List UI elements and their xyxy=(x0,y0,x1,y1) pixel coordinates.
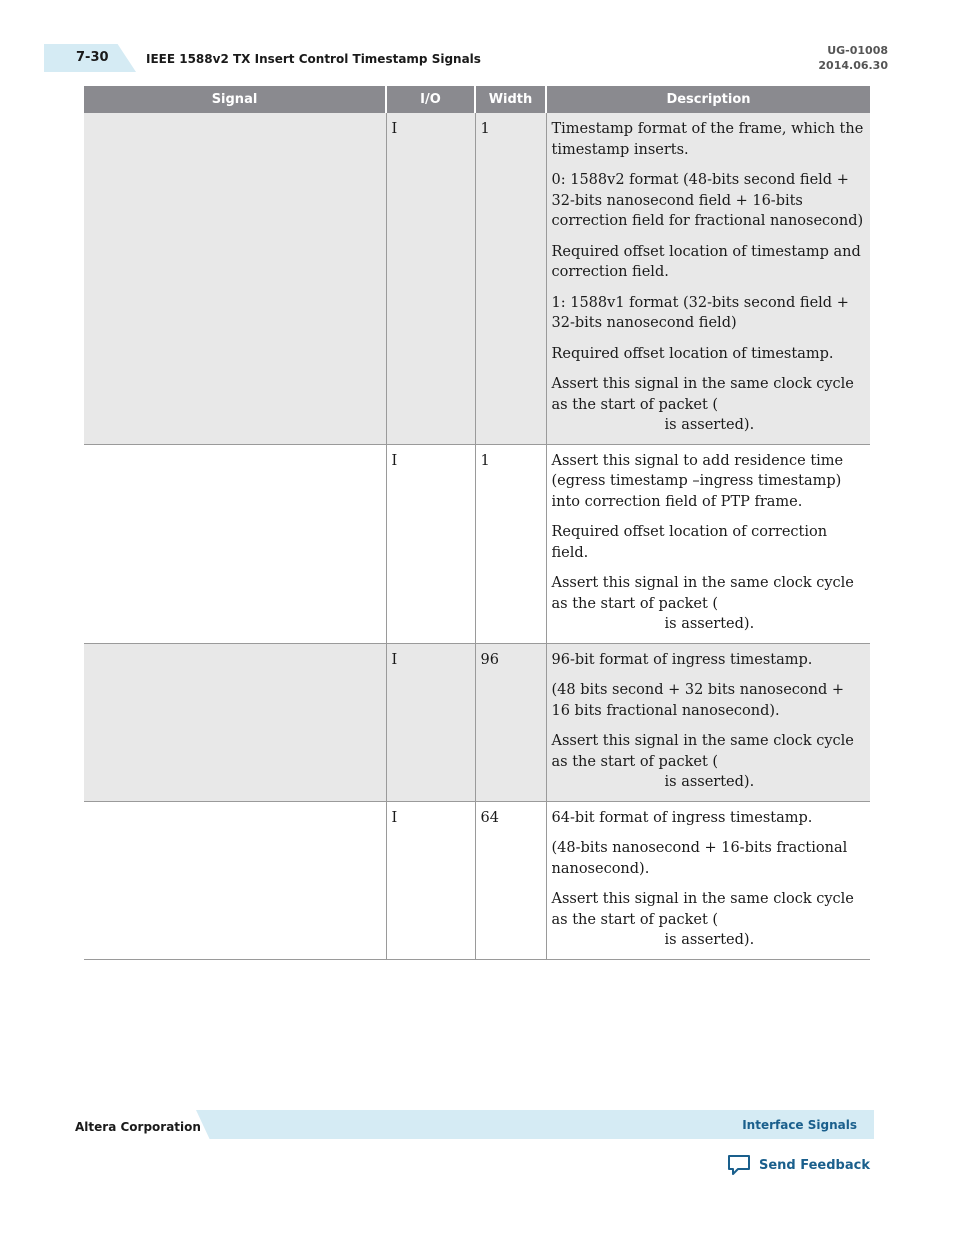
width-cell: 96 xyxy=(475,643,546,801)
speech-bubble-icon xyxy=(727,1154,751,1176)
col-header-width: Width xyxy=(475,86,546,113)
description-paragraph: Required offset location of timestamp. xyxy=(551,345,834,362)
signal-cell xyxy=(84,801,386,959)
table-row xyxy=(84,643,870,801)
width-cell: 64 xyxy=(475,801,546,959)
width-cell: 1 xyxy=(475,113,546,444)
description-paragraph xyxy=(552,731,866,793)
signals-table xyxy=(84,86,870,960)
io-cell: I xyxy=(386,444,475,643)
description-paragraph: 1: 1588v1 format (32-bits second field + 32-bits nanosecond field) xyxy=(551,294,849,331)
company-name: Altera Corporation xyxy=(75,1120,201,1134)
table-row xyxy=(84,801,870,959)
description-paragraph xyxy=(552,374,866,436)
description-paragraph: (48-bits nanosecond + 16-bits fractional nanosecond). xyxy=(551,840,848,877)
description-cell xyxy=(546,113,870,444)
doc-date: 2014.06.30 xyxy=(818,59,888,72)
signal-cell xyxy=(84,444,386,643)
description-cell xyxy=(546,444,870,643)
signal-cell xyxy=(84,643,386,801)
description-paragraph: 64-bit format of ingress timestamp. xyxy=(551,809,813,826)
assert-text: Assert this signal in the same clock cycle as the start of packet ( xyxy=(551,376,854,413)
asserted-text: is asserted). xyxy=(664,417,755,433)
asserted-text: is asserted). xyxy=(664,616,755,632)
description-paragraph: Timestamp format of the frame, which the timestamp inserts. xyxy=(551,121,864,158)
width-cell: 1 xyxy=(475,444,546,643)
io-cell: I xyxy=(386,801,475,959)
col-header-description: Description xyxy=(546,86,870,113)
col-header-io: I/O xyxy=(386,86,475,113)
chapter-link[interactable]: Interface Signals xyxy=(742,1118,857,1132)
section-title: IEEE 1588v2 TX Insert Control Timestamp Signals xyxy=(146,52,481,66)
table-header-row xyxy=(84,86,870,113)
table-row xyxy=(84,113,870,444)
description-paragraph: Required offset location of timestamp and correction field. xyxy=(551,243,861,280)
description-paragraph: Required offset location of correction field. xyxy=(551,524,828,561)
description-cell xyxy=(546,643,870,801)
doc-id-block xyxy=(818,43,888,73)
doc-id: UG-01008 xyxy=(827,44,888,57)
io-cell: I xyxy=(386,113,475,444)
description-paragraph xyxy=(552,573,866,635)
assert-text: Assert this signal in the same clock cycle as the start of packet ( xyxy=(551,891,854,928)
assert-text: Assert this signal in the same clock cycle as the start of packet ( xyxy=(551,733,854,770)
description-paragraph: 96-bit format of ingress timestamp. xyxy=(551,651,813,668)
page-number: 7-30 xyxy=(76,50,109,65)
table-row xyxy=(84,444,870,643)
description-paragraph: 0: 1588v2 format (48-bits second field + 32-bits nanosecond field + 16-bits correction field for fractional nanosecond) xyxy=(551,172,864,229)
description-paragraph xyxy=(552,889,866,951)
asserted-text: is asserted). xyxy=(664,774,755,790)
send-feedback-button[interactable] xyxy=(727,1154,870,1176)
asserted-text: is asserted). xyxy=(664,932,755,948)
send-feedback-label: Send Feedback xyxy=(759,1157,870,1173)
io-cell: I xyxy=(386,643,475,801)
description-paragraph: Assert this signal to add residence time (egress timestamp –ingress timestamp) into correction field of PTP frame. xyxy=(551,452,844,510)
description-paragraph: (48 bits second + 32 bits nanosecond + 16 bits fractional nanosecond). xyxy=(551,682,845,719)
description-cell xyxy=(546,801,870,959)
col-header-signal: Signal xyxy=(84,86,386,113)
assert-text: Assert this signal in the same clock cycle as the start of packet ( xyxy=(551,575,854,612)
signal-cell xyxy=(84,113,386,444)
